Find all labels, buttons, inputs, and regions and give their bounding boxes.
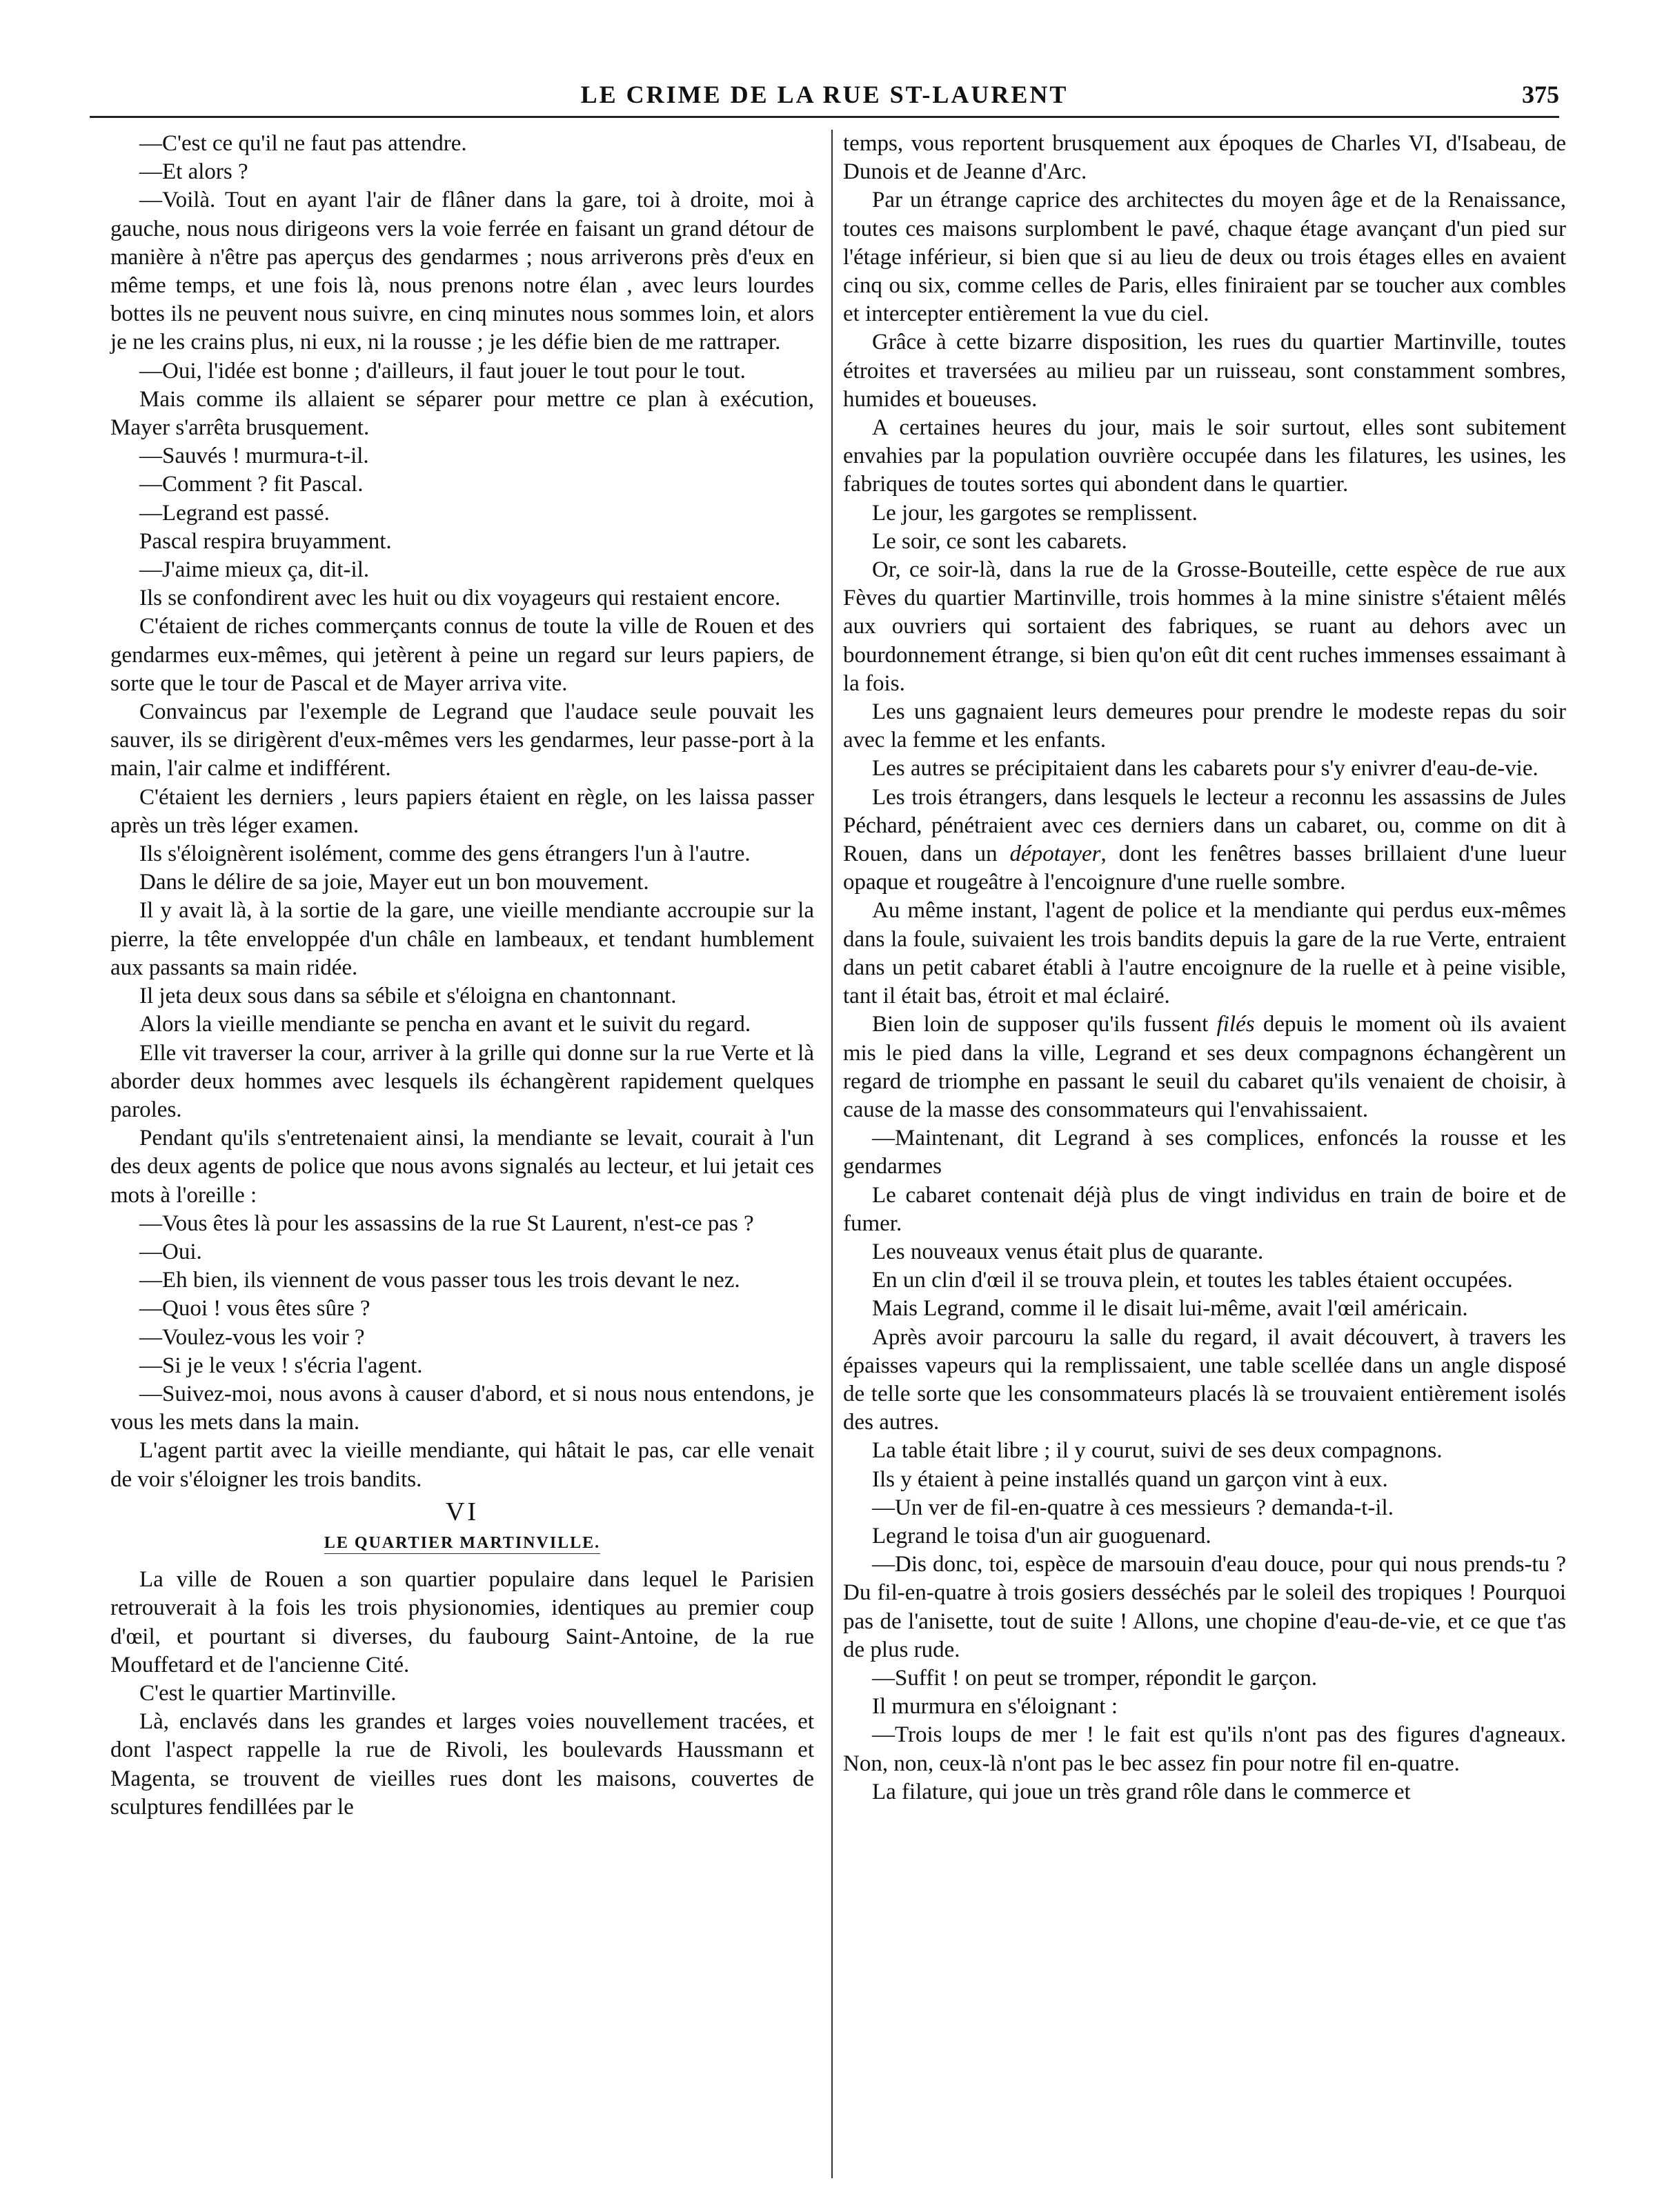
text-run: , dont les fenêtres basses brillaient d'une lueur opaque et rougeâtre à l'encoignure d'une ruelle sombre.	[843, 841, 1566, 895]
running-title: LE CRIME DE LA RUE ST-LAURENT	[580, 81, 1069, 108]
paragraph: —Maintenant, dit Legrand à ses complices, enfoncés la rousse et les gendarmes	[843, 1126, 1566, 1179]
paragraph: Grâce à cette bizarre disposition, les rues du quartier Martinville, toutes étroites et traversées au milieu par un ruisseau, sont constamment sombres, humides et boueuses.	[843, 330, 1566, 412]
text-run: depuis le moment où ils avaient mis le pied dans la ville, Legrand et ses deux compagnons échangèrent un regard de triomphe en passant le seuil du cabaret qu'ils venaient de choisir, à cause de la masse des consommateurs qui l'envahissaient.	[843, 1012, 1566, 1122]
paragraph: —Suffit ! on peut se tromper, répondit le garçon.	[872, 1665, 1318, 1691]
paragraph-continuation: temps, vous reportent brusquement aux époques de Charles VI, d'Isabeau, de Dunois et de Jeanne d'Arc.	[843, 131, 1566, 185]
paragraph: La ville de Rouen a son quartier populaire dans lequel le Parisien retrouverait à la fois les trois physionomies, identiques au premier coup d'œil, et pourtant si diverses, du faubourg Saint-Antoine, de la rue Mouffetard et de l'ancienne Cité.	[110, 1567, 814, 1677]
paragraph: Elle vit traverser la cour, arriver à la grille qui donne sur la rue Verte et là aborder deux hommes avec lesquels ils échangèrent rapidement quelques paroles.	[110, 1040, 814, 1122]
paragraph: Ils y étaient à peine installés quand un garçon vint à eux.	[872, 1466, 1388, 1492]
paragraph: —Dis donc, toi, espèce de marsouin d'eau douce, pour qui nous prends-tu ? Du fil-en-quatre à trois gosiers desséchés par le soleil des tropiques ! Pourquoi pas de l'anisette, tout de suite ! Allons, une chopine d'eau-de-vie, et ce que t'as de plus rude.	[843, 1552, 1566, 1662]
paragraph: En un clin d'œil il se trouva plein, et toutes les tables étaient occupées.	[872, 1268, 1513, 1293]
chapter-title	[110, 1529, 814, 1557]
italic-term: dépotayer	[1009, 841, 1101, 867]
paragraph: C'étaient les derniers , leurs papiers étaient en règle, on les laissa passer après un très léger examen.	[110, 784, 814, 838]
paragraph: La filature, qui joue un très grand rôle dans le commerce et	[872, 1779, 1411, 1804]
paragraph: Là, enclavés dans les grandes et larges voies nouvellement tracées, et dont l'aspect rappelle la rue de Rivoli, les boulevards Haussmann et Magenta, se trouvent de vieilles rues dont les maisons, couvertes de sculptures fendillées par le	[110, 1709, 814, 1820]
paragraph: —Voulez-vous les voir ?	[139, 1324, 365, 1350]
paragraph: Dans le délire de sa joie, Mayer eut un bon mouvement.	[139, 870, 649, 895]
paragraph: L'agent partit avec la vieille mendiante, qui hâtait le pas, car elle venait de voir s'éloigner les trois bandits.	[110, 1438, 814, 1492]
paragraph: Il y avait là, à la sortie de la gare, une vieille mendiante accroupie sur la pierre, la tête enveloppée d'un châle en lambeaux, et tendant humblement aux passants sa main ridée.	[110, 898, 814, 980]
paragraph: —Eh bien, ils viennent de vous passer tous les trois devant le nez.	[139, 1268, 740, 1293]
paragraph: —Vous êtes là pour les assassins de la rue St Laurent, n'est-ce pas ?	[139, 1210, 754, 1236]
paragraph: —Trois loups de mer ! le fait est qu'ils n'ont pas des figures d'agneaux. Non, non, ceux-là n'ont pas le bec assez fin pour notre fil en-quatre.	[843, 1722, 1566, 1776]
page-number: 375	[1522, 81, 1559, 108]
paragraph: Après avoir parcouru la salle du regard, il avait découvert, à travers les épaisses vapeurs qui la remplissaient, une table scellée dans un angle disposé de telle sorte que les consommateurs placés là se trouvaient entièrement isolés des autres.	[843, 1324, 1566, 1435]
paragraph: —Voilà. Tout en ayant l'air de flâner dans la gare, toi à droite, moi à gauche, nous nous dirigeons vers la voie ferrée en faisant un grand détour de manière à n'être pas aperçus des gendarmes ; nous arriverons près d'eux en même temps, et une fois là, nous prenons notre élan , avec leurs lourdes bottes ils ne peuvent nous suivre, en cinq minutes nous sommes loin, et alors je ne les crains plus, ni eux, ni la rousse ; je les défie bien de me rattraper.	[110, 188, 814, 355]
right-column	[843, 130, 1566, 1806]
paragraph: —Oui, l'idée est bonne ; d'ailleurs, il faut jouer le tout pour le tout.	[139, 358, 746, 383]
paragraph	[843, 1010, 1566, 1124]
paragraph: Les nouveaux venus était plus de quarante.	[872, 1239, 1264, 1264]
paragraph: Au même instant, l'agent de police et la mendiante qui perdus eux-mêmes dans la foule, suivaient les trois bandits depuis la gare de la rue Verte, entraient dans un petit cabaret établi à l'autre encoignure de la ruelle et à peine visible, tant il était bas, étroit et mal éclairé.	[843, 898, 1566, 1009]
paragraph: —Suivez-moi, nous avons à causer d'abord, et si nous nous entendons, je vous les mets dans la main.	[110, 1381, 814, 1435]
paragraph: Mais comme ils allaient se séparer pour mettre ce plan à exécution, Mayer s'arrêta brusquement.	[110, 386, 814, 441]
paragraph: —Legrand est passé.	[139, 500, 330, 526]
paragraph: Les uns gagnaient leurs demeures pour prendre le modeste repas du soir avec la femme et les enfants.	[843, 699, 1566, 753]
paragraph: C'est le quartier Martinville.	[139, 1680, 397, 1706]
paragraph: —Oui.	[139, 1239, 202, 1264]
left-column	[110, 130, 814, 1822]
paragraph: Pascal respira bruyamment.	[139, 528, 392, 554]
paragraph: Mais Legrand, comme il le disait lui-même, avait l'œil américain.	[872, 1296, 1468, 1322]
paragraph: A certaines heures du jour, mais le soir surtout, elles sont subitement envahies par la population ouvrière occupée dans les filatures, les usines, les fabriques de toutes sortes qui abondent dans le quartier.	[843, 415, 1566, 497]
paragraph: Le soir, ce sont les cabarets.	[872, 528, 1127, 554]
paragraph: —Sauvés ! murmura-t-il.	[139, 444, 369, 469]
paragraph: Il jeta deux sous dans sa sébile et s'éloigna en chantonnant.	[139, 984, 677, 1009]
paragraph: Legrand le toisa d'un air guoguenard.	[872, 1523, 1211, 1548]
paragraph: Il murmura en s'éloignant :	[872, 1694, 1118, 1720]
chapter-number: VI	[445, 1497, 479, 1526]
paragraph	[843, 784, 1566, 897]
paragraph: —Si je le veux ! s'écria l'agent.	[139, 1353, 423, 1378]
paragraph: Le cabaret contenait déjà plus de vingt individus en train de boire et de fumer.	[843, 1182, 1566, 1236]
paragraph: Ils s'éloignèrent isolément, comme des gens étrangers l'un à l'autre.	[139, 841, 751, 867]
paragraph: C'étaient de riches commerçants connus de toute la ville de Rouen et des gendarmes eux-mêmes, qui jetèrent à peine un regard sur leurs papiers, de sorte que le tour de Pascal et de Mayer arriva vite.	[110, 614, 814, 696]
text-run: Bien loin de supposer qu'ils fussent	[872, 1012, 1217, 1037]
paragraph: —Comment ? fit Pascal.	[139, 472, 364, 497]
paragraph: Pendant qu'ils s'entretenaient ainsi, la mendiante se levait, courait à l'un des deux agents de police que nous avons signalés au lecteur, et lui jetait ces mots à l'oreille :	[110, 1126, 814, 1208]
chapter-title-text: LE QUARTIER MARTINVILLE.	[324, 1534, 600, 1554]
paragraph: Convaincus par l'exemple de Legrand que l'audace seule pouvait les sauver, ils se dirigèrent d'eux-mêmes vers les gendarmes, leur passe-port à la main, l'air calme et indifférent.	[110, 699, 814, 781]
paragraph: Or, ce soir-là, dans la rue de la Grosse-Bouteille, cette espèce de rue aux Fèves du quartier Martinville, trois hommes à la mine sinistre s'étaient mêlés aux ouvriers qui sortaient des fabriques, se ruant au dehors avec un bourdonnement étrange, si bien qu'on eût dit cent ruches immenses essaimant à la fois.	[843, 557, 1566, 696]
column-divider	[831, 130, 833, 2178]
text-run: Les trois étrangers, dans lesquels le lecteur a reconnu les assassins de Jules Péchard, pénétraient avec ces derniers dans un cabaret, ou, comme on dit à Rouen, dans un	[843, 784, 1566, 867]
paragraph: Les autres se précipitaient dans les cabarets pour s'y enivrer d'eau-de-vie.	[872, 756, 1538, 781]
paragraph: Ils se confondirent avec les huit ou dix voyageurs qui restaient encore.	[139, 586, 781, 611]
paragraph: —Un ver de fil-en-quatre à ces messieurs ? demanda-t-il.	[872, 1495, 1394, 1520]
paragraph: —C'est ce qu'il ne faut pas attendre.	[139, 131, 467, 156]
paragraph: Le jour, les gargotes se remplissent.	[872, 500, 1198, 526]
paragraph: La table était libre ; il y courut, suivi de ses deux compagnons.	[872, 1438, 1443, 1464]
paragraph: Par un étrange caprice des architectes du moyen âge et de la Renaissance, toutes ces maisons surplombent le pavé, chaque étage avançant d'un pied sur l'étage inférieur, si bien que si au lieu de deux ou trois étages elles en avaient cinq ou six, comme celles de Paris, elles finiraient par se toucher aux combles et intercepter entièrement la vue du ciel.	[843, 188, 1566, 327]
italic-term: filés	[1216, 1012, 1255, 1037]
page-header	[90, 74, 1559, 123]
header-rule	[90, 116, 1559, 118]
paragraph: —J'aime mieux ça, dit-il.	[139, 557, 370, 583]
paragraph: —Et alors ?	[139, 159, 248, 185]
paragraph: Alors la vieille mendiante se pencha en avant et le suivit du regard.	[139, 1012, 751, 1037]
paragraph: —Quoi ! vous êtes sûre ?	[139, 1296, 370, 1322]
